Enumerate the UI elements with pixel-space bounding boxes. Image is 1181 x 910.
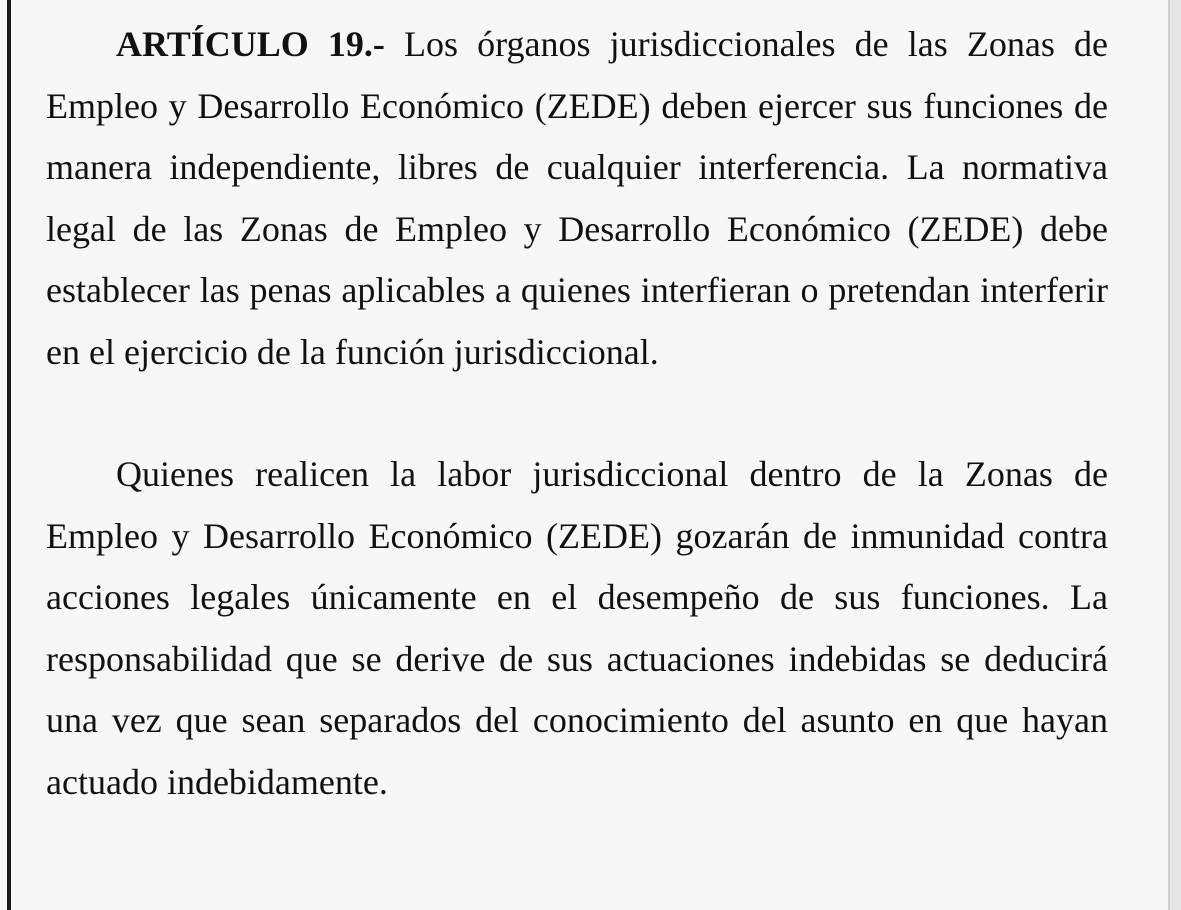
left-border-line <box>7 0 11 910</box>
article-body <box>46 14 1108 813</box>
article-paragraph-2: Quienes realicen la labor jurisdiccional dentro de la Zonas de Empleo y Desarrollo Económico (ZEDE) gozarán de inmunidad contra acciones legales únicamente en el desempeño de sus funciones. La responsabilidad que se derive de sus actuaciones indebidas se deducirá una vez que sean separados del conocimiento del asunto en que hayan actuado indebidamente. <box>46 454 1108 802</box>
article-paragraph-1 <box>46 14 1108 383</box>
article-paragraph-1-text: Los órganos jurisdiccionales de las Zonas de Empleo y Desarrollo Económico (ZEDE) deben ejercer sus funciones de manera independiente, libres de cualquier interferencia. La normativa legal de las Zonas de Empleo y Desarrollo Económico (ZEDE) debe establecer las penas aplicables a quienes interfieran o pretendan interferir en el ejercicio de la función jurisdiccional. <box>46 24 1109 372</box>
page-edge-line <box>1168 0 1170 910</box>
article-heading: ARTÍCULO 19.- <box>116 24 385 64</box>
